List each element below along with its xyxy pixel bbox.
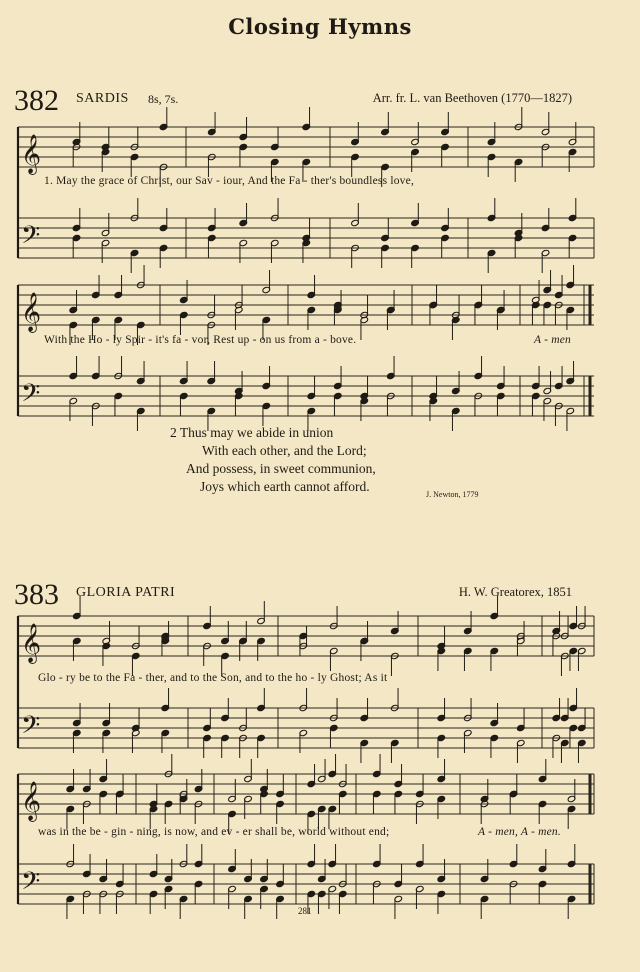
treble-clef: 𝄞	[21, 134, 42, 174]
stanza-line: With each other, and the Lord;	[202, 443, 367, 458]
page-number: 281	[298, 906, 312, 916]
bass-clef: 𝄢	[21, 867, 41, 902]
lyrics-383-line2: was in the be - gin - ning, is now, and ev - er shall be, world without end;	[38, 826, 390, 838]
page-heading: Closing Hymns	[228, 14, 412, 39]
staff	[18, 864, 594, 904]
lyrics-382-line2: With the Ho - ly Spir - it's fa - vor, Rest up - on us from a - bove.	[44, 334, 357, 346]
author-382: J. Newton, 1779	[426, 490, 479, 499]
bass-clef: 𝄢	[21, 379, 41, 414]
treble-clef: 𝄞	[21, 292, 42, 332]
tune-name-382: SARDIS	[76, 91, 129, 106]
staff	[18, 376, 594, 416]
composer-382: Arr. fr. L. van Beethoven (1770—1827)	[372, 91, 572, 105]
amen-383: A - men, A - men.	[478, 826, 561, 838]
hymn-number-382: 382	[14, 84, 59, 117]
lyrics-382-line1: 1. May the grace of Christ, our Sav - iour, And the Fa - ther's boundless love,	[44, 175, 415, 187]
bass-clef: 𝄢	[21, 711, 41, 746]
stanza-line: 2 Thus may we abide in union	[170, 425, 334, 440]
lyrics-383-line1: Glo - ry be to the Fa - ther, and to the Son, and to the ho - ly Ghost; As it	[38, 672, 388, 684]
amen-382: A - men	[534, 334, 571, 346]
treble-clef: 𝄞	[21, 623, 42, 663]
tune-name-383: GLORIA PATRI	[76, 585, 176, 600]
staff	[18, 708, 594, 748]
bass-clef: 𝄢	[21, 221, 41, 256]
stanza-line: Joys which earth cannot afford.	[200, 479, 370, 494]
composer-383: H. W. Greatorex, 1851	[458, 585, 572, 599]
staff	[18, 285, 594, 325]
stanza-line: And possess, in sweet communion,	[186, 461, 376, 476]
hymn-number-383: 383	[14, 578, 59, 611]
meter-382: 8s, 7s.	[148, 92, 179, 106]
treble-clef: 𝄞	[21, 781, 42, 821]
stanza-2	[170, 424, 376, 496]
